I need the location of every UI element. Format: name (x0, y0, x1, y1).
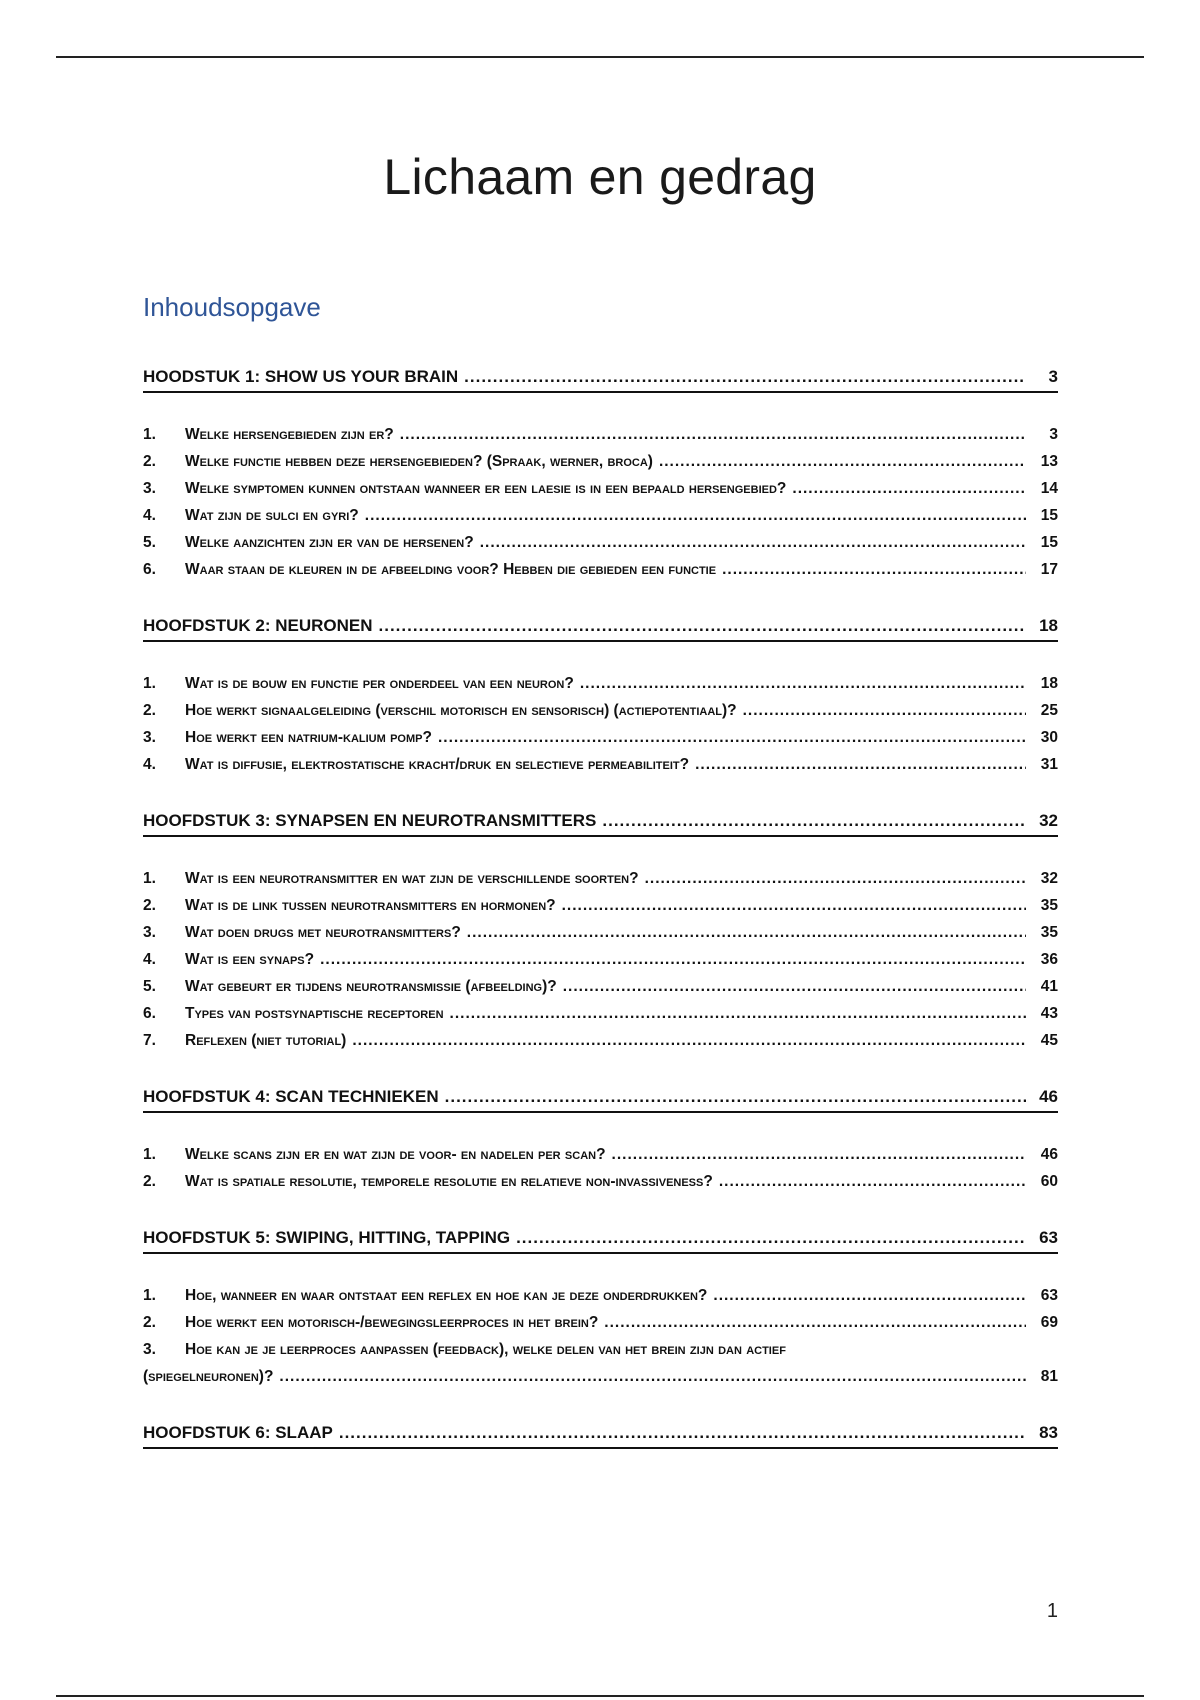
item-number: 4. (143, 507, 156, 524)
chapter-page: 46 (1039, 1087, 1058, 1106)
toc-item-link[interactable] (143, 946, 1058, 973)
toc-chapter-link[interactable] (143, 1084, 1058, 1113)
item-number: 4. (143, 951, 156, 968)
dot-leader (339, 1420, 1026, 1446)
chapter-title: HOOFDSTUK 5: SWIPING, HITTING, TAPPING (143, 1228, 511, 1247)
item-page: 36 (1040, 951, 1058, 968)
item-number: 4. (143, 756, 156, 773)
chapter-1 (143, 364, 1058, 583)
dot-leader (320, 946, 1026, 973)
item-number: 5. (143, 978, 156, 995)
item-number: 1. (143, 1287, 156, 1304)
item-number: 1. (143, 870, 156, 887)
item-text: Reflexen (niet tutorial) (185, 1032, 347, 1049)
table-of-contents (143, 364, 1058, 1479)
dot-leader (602, 808, 1026, 834)
toc-item-link[interactable] (143, 1168, 1058, 1195)
item-number: 3. (143, 1341, 156, 1358)
toc-item-link[interactable] (143, 421, 1058, 448)
page-number: 1 (1046, 1600, 1058, 1622)
item-text: Wat is diffusie, elektrostatische kracht/druk en selectieve permeabiliteit? (185, 756, 690, 773)
chapter-title: HOODSTUK 1: SHOW US YOUR BRAIN (143, 367, 459, 386)
item-page: 43 (1040, 1005, 1058, 1022)
item-page: 17 (1040, 561, 1058, 578)
item-number: 1. (143, 426, 156, 443)
toc-item-link[interactable] (143, 919, 1058, 946)
chapter-page: 83 (1039, 1423, 1058, 1442)
toc-item-link[interactable] (143, 724, 1058, 751)
item-page: 32 (1040, 870, 1058, 887)
dot-leader (604, 1309, 1026, 1336)
item-text: Hoe werkt signaalgeleiding (verschil motorisch en sensorisch) (actiepotentiaal)? (185, 702, 737, 719)
chapter-title: HOOFDSTUK 3: SYNAPSEN EN NEUROTRANSMITTERS (143, 811, 597, 830)
item-text: Hoe, wanneer en waar ontstaat een reflex en hoe kan je deze onderdrukken? (185, 1287, 708, 1304)
dot-leader (695, 751, 1026, 778)
chapter-3 (143, 808, 1058, 1054)
chapter-2 (143, 613, 1058, 778)
toc-item-link[interactable] (143, 529, 1058, 556)
item-text: Hoe werkt een natrium-kalium pomp? (185, 729, 432, 746)
chapter-title: HOOFDSTUK 2: NEURONEN (143, 616, 373, 635)
toc-chapter-link[interactable] (143, 1225, 1058, 1254)
item-text: Wat zijn de sulci en gyri? (185, 507, 359, 524)
footer-rule (56, 1695, 1144, 1697)
item-page: 14 (1040, 480, 1058, 497)
chapter-5 (143, 1225, 1058, 1390)
item-text-continued: (spiegelneuronen)? (143, 1368, 274, 1385)
chapter-title: HOOFDSTUK 4: SCAN TECHNIEKEN (143, 1087, 439, 1106)
item-page: 35 (1040, 924, 1058, 941)
toc-item-link[interactable] (143, 1309, 1058, 1336)
chapter-page: 32 (1039, 811, 1058, 830)
item-number: 1. (143, 675, 156, 692)
toc-chapter-link[interactable] (143, 613, 1058, 642)
toc-item-link[interactable] (143, 892, 1058, 919)
item-text: Waar staan de kleuren in de afbeelding voor? Hebben die gebieden een functie (185, 561, 717, 578)
item-page: 45 (1040, 1032, 1058, 1049)
dot-leader (563, 973, 1026, 1000)
toc-item-link[interactable] (143, 1336, 1058, 1390)
item-text: Welke aanzichten zijn er van de hersenen? (185, 534, 474, 551)
chapter-6 (143, 1420, 1058, 1449)
item-number: 2. (143, 702, 156, 719)
toc-item-link[interactable] (143, 865, 1058, 892)
toc-item-link[interactable] (143, 1141, 1058, 1168)
dot-leader (612, 1141, 1026, 1168)
item-page: 35 (1040, 897, 1058, 914)
item-number: 6. (143, 1005, 156, 1022)
dot-leader (445, 1084, 1026, 1110)
dot-leader (464, 364, 1026, 390)
item-number: 1. (143, 1146, 156, 1163)
toc-item-link[interactable] (143, 973, 1058, 1000)
dot-leader (743, 697, 1026, 724)
dot-leader (719, 1168, 1026, 1195)
toc-item-link[interactable] (143, 1000, 1058, 1027)
item-number: 2. (143, 1314, 156, 1331)
toc-heading: Inhoudsopgave (143, 292, 321, 322)
toc-item-link[interactable] (143, 751, 1058, 778)
item-text: Welke hersengebieden zijn er? (185, 426, 394, 443)
item-page: 81 (1040, 1368, 1058, 1385)
item-text: Wat is de link tussen neurotransmitters en hormonen? (185, 897, 556, 914)
dot-leader (713, 1282, 1026, 1309)
dot-leader (365, 502, 1026, 529)
toc-chapter-link[interactable] (143, 808, 1058, 837)
chapter-page: 63 (1039, 1228, 1058, 1247)
item-page: 69 (1040, 1314, 1058, 1331)
dot-leader (516, 1225, 1026, 1251)
item-page: 46 (1040, 1146, 1058, 1163)
document-title: Lichaam en gedrag (383, 149, 817, 205)
item-text: Welke functie hebben deze hersengebieden? (Spraak, werner, broca) (185, 453, 653, 470)
item-number: 7. (143, 1032, 156, 1049)
item-text: Wat is een neurotransmitter en wat zijn de verschillende soorten? (185, 870, 639, 887)
item-number: 5. (143, 534, 156, 551)
dot-leader (659, 448, 1026, 475)
item-number: 2. (143, 1173, 156, 1190)
item-number: 3. (143, 729, 156, 746)
item-text: Wat is de bouw en functie per onderdeel van een neuron? (185, 675, 574, 692)
item-page: 15 (1040, 507, 1058, 524)
toc-item-link[interactable] (143, 670, 1058, 697)
dot-leader (438, 724, 1026, 751)
toc-item-link[interactable] (143, 556, 1058, 583)
toc-chapter-link[interactable] (143, 1420, 1058, 1449)
item-number: 3. (143, 480, 156, 497)
dot-leader (645, 865, 1026, 892)
toc-item-link[interactable] (143, 502, 1058, 529)
toc-item-link[interactable] (143, 448, 1058, 475)
item-number: 2. (143, 453, 156, 470)
item-text: Wat gebeurt er tijdens neurotransmissie (afbeelding)? (185, 978, 557, 995)
item-text: Wat is spatiale resolutie, temporele resolutie en relatieve non-invassiveness? (185, 1173, 713, 1190)
toc-item-link[interactable] (143, 1282, 1058, 1309)
item-number: 3. (143, 924, 156, 941)
dot-leader (379, 613, 1026, 639)
toc-item-link[interactable] (143, 1027, 1058, 1054)
item-text: Wat doen drugs met neurotransmitters? (185, 924, 461, 941)
dot-leader (480, 529, 1026, 556)
dot-leader (352, 1027, 1026, 1054)
item-text: Types van postsynaptische receptoren (185, 1005, 444, 1022)
item-page: 31 (1040, 756, 1058, 773)
chapter-page: 18 (1039, 616, 1058, 635)
dot-leader (722, 556, 1026, 583)
chapter-page: 3 (1048, 367, 1058, 386)
item-number: 2. (143, 897, 156, 914)
dot-leader (792, 475, 1026, 502)
item-page: 41 (1040, 978, 1058, 995)
dot-leader (562, 892, 1026, 919)
chapter-4 (143, 1084, 1058, 1195)
dot-leader (400, 421, 1026, 448)
item-page: 25 (1040, 702, 1058, 719)
item-text: Hoe kan je je leerproces aanpassen (feedback), welke delen van het brein zijn dan actief (185, 1341, 786, 1358)
dot-leader (467, 919, 1026, 946)
item-page: 18 (1040, 675, 1058, 692)
item-page: 60 (1040, 1173, 1058, 1190)
item-text: Wat is een synaps? (185, 951, 315, 968)
item-page: 30 (1040, 729, 1058, 746)
item-page: 15 (1040, 534, 1058, 551)
chapter-title: HOOFDSTUK 6: SLAAP (143, 1423, 333, 1442)
item-text: Hoe werkt een motorisch-/bewegingsleerproces in het brein? (185, 1314, 599, 1331)
item-number: 6. (143, 561, 156, 578)
item-page: 13 (1040, 453, 1058, 470)
toc-item-link[interactable] (143, 697, 1058, 724)
header-rule (56, 56, 1144, 58)
item-page: 3 (1049, 426, 1058, 443)
dot-leader (580, 670, 1026, 697)
dot-leader (450, 1000, 1026, 1027)
dot-leader (279, 1363, 1026, 1390)
toc-item-link[interactable] (143, 475, 1058, 502)
item-text: Welke symptomen kunnen ontstaan wanneer er een laesie is in een bepaald hersengebied? (185, 480, 787, 497)
item-text: Welke scans zijn er en wat zijn de voor- en nadelen per scan? (185, 1146, 606, 1163)
item-page: 63 (1040, 1287, 1058, 1304)
toc-chapter-link[interactable] (143, 364, 1058, 393)
